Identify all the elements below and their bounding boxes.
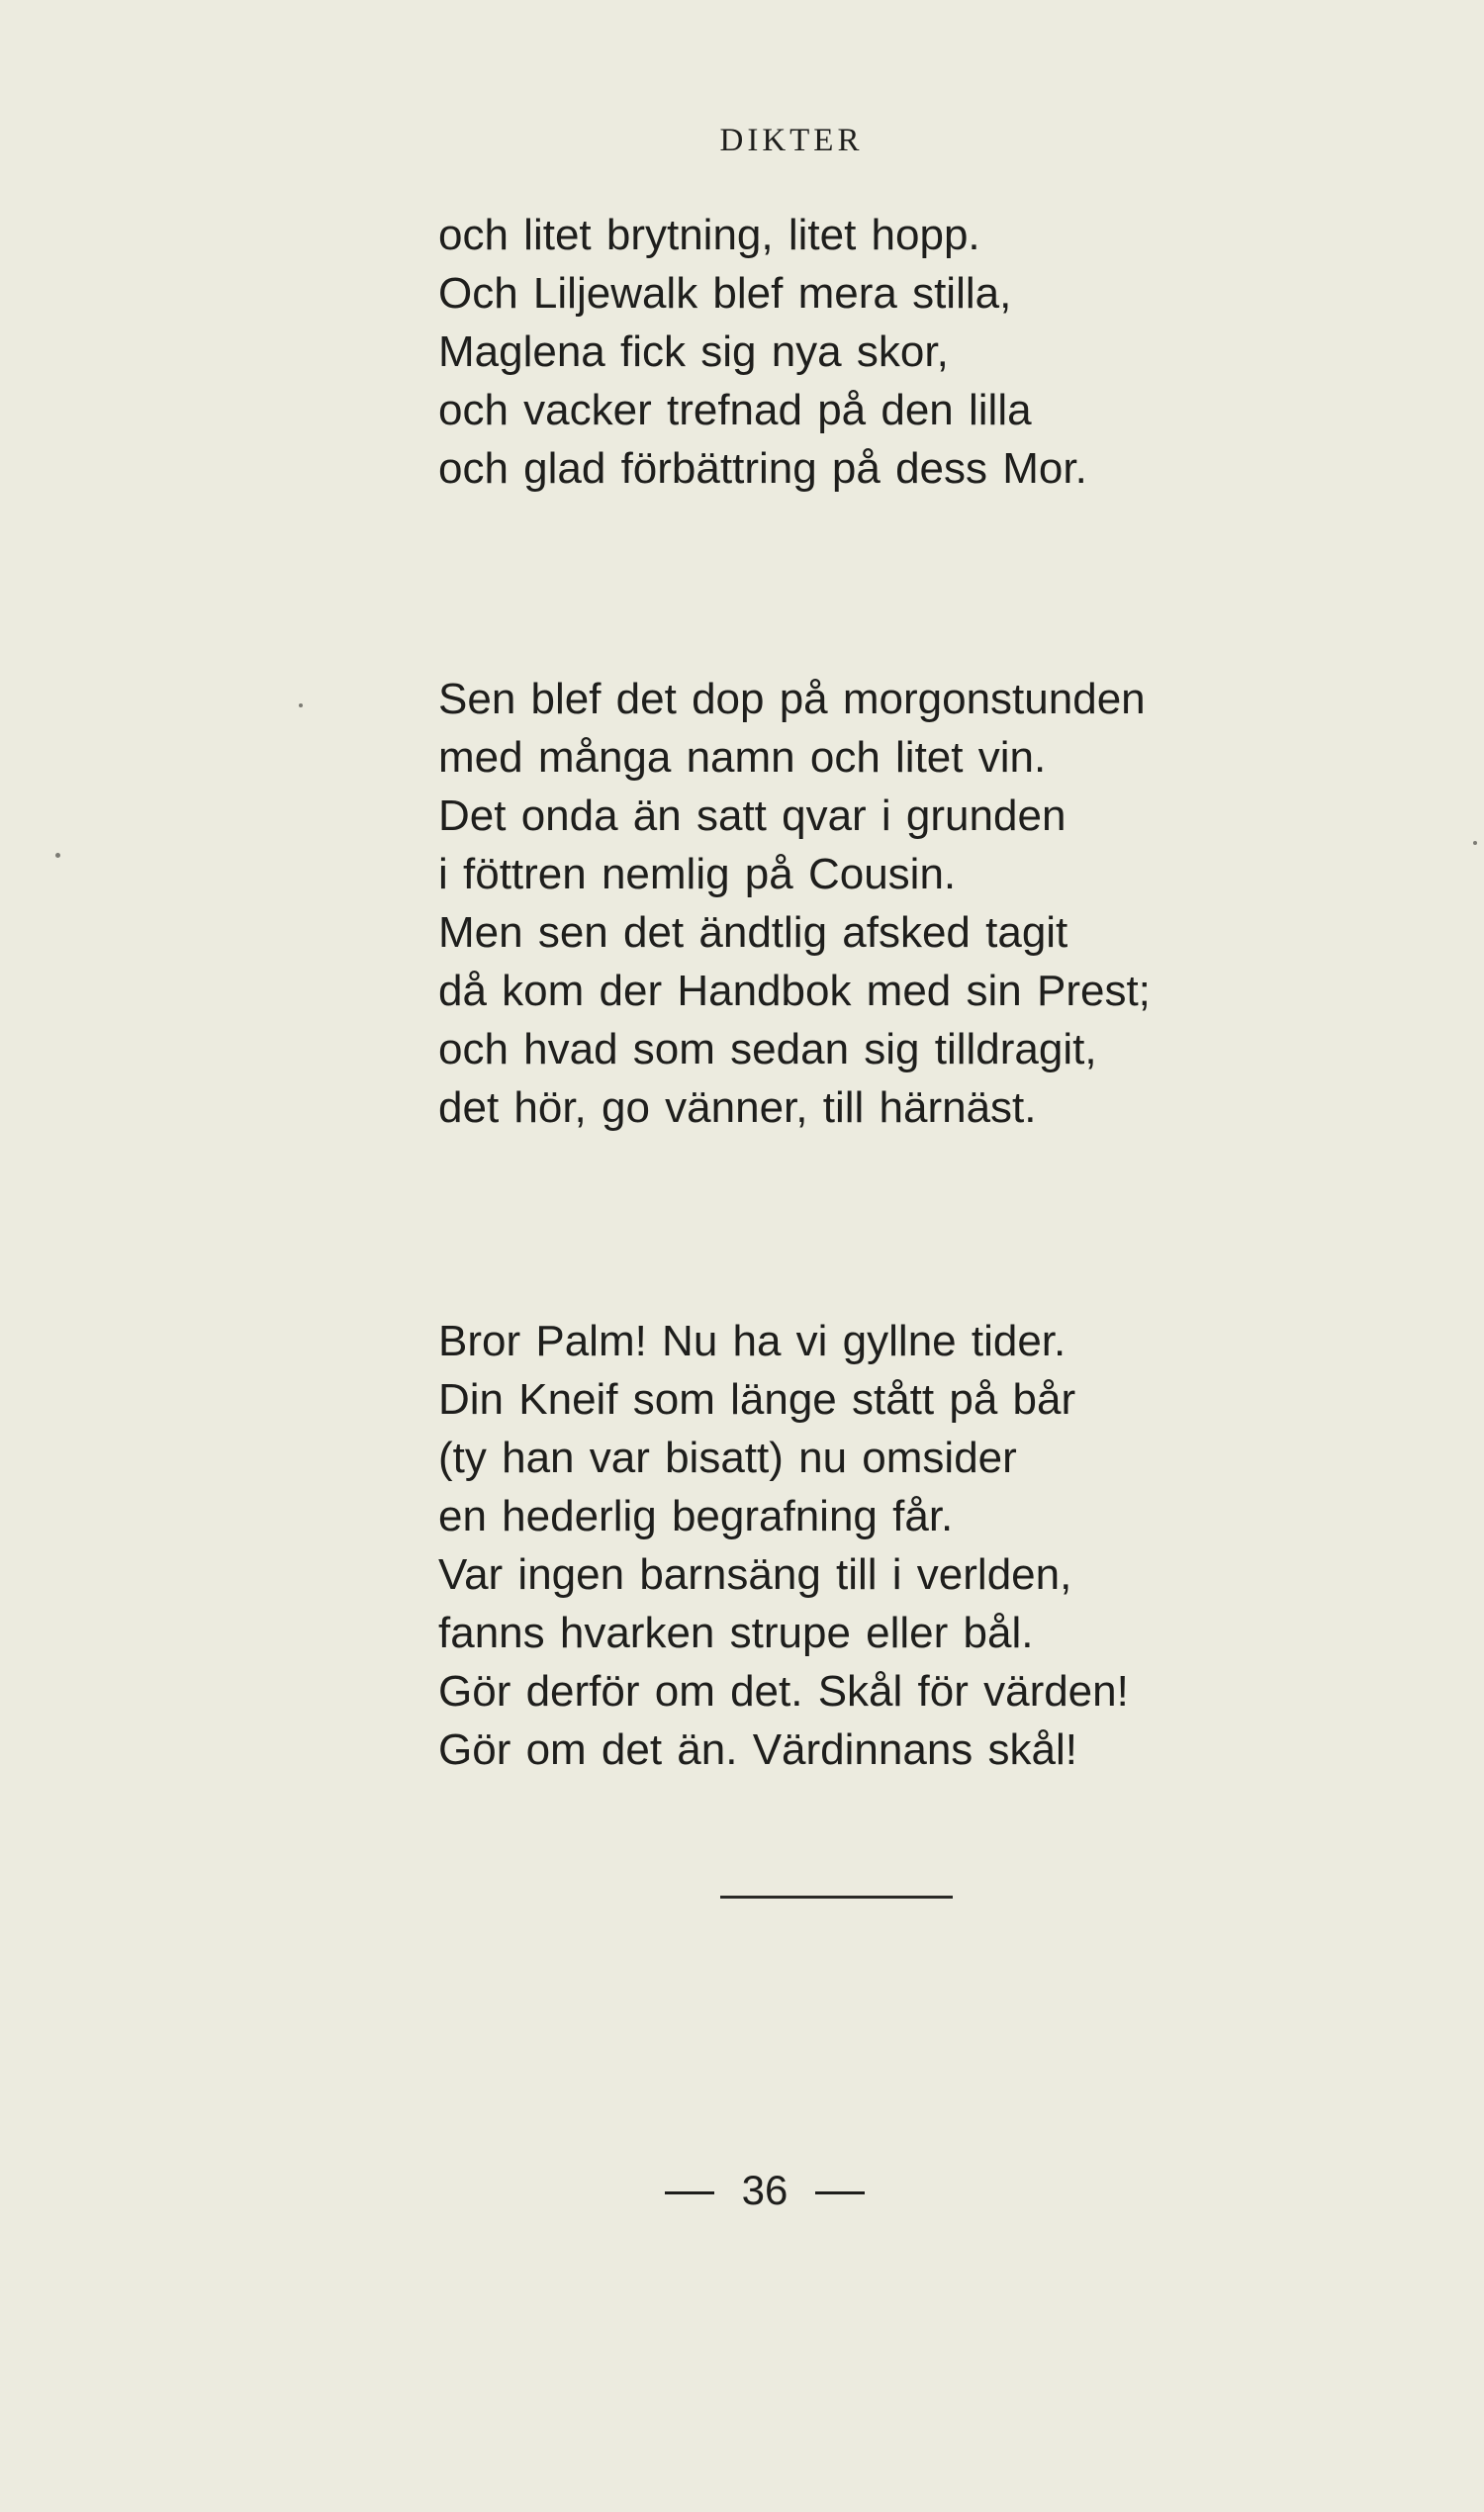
verse-line: och litet brytning, litet hopp. (438, 211, 980, 259)
end-of-poem-rule (720, 1896, 953, 1899)
verse-line: Gör om det än. Värdinnans skål! (438, 1725, 1077, 1774)
paper-speck (1473, 841, 1477, 845)
folio-dash-left (665, 2191, 714, 2194)
verse-line: med många namn och litet vin. (438, 733, 1047, 782)
page-folio (0, 2167, 1484, 2214)
verse-line: Din Kneif som länge stått på bår (438, 1375, 1076, 1424)
verse-line: och vacker trefnad på den lilla (438, 386, 1032, 434)
verse-line: då kom der Handbok med sin Prest; (438, 967, 1151, 1015)
stanza-2 (438, 670, 1151, 1137)
verse-line: en hederlig begrafning får. (438, 1492, 954, 1540)
verse-line: Det onda än satt qvar i grunden (438, 791, 1067, 840)
verse-line: Bror Palm! Nu ha vi gyllne tider. (438, 1317, 1067, 1365)
verse-line: Gör derför om det. Skål för värden! (438, 1667, 1129, 1716)
verse-line: i föttren nemlig på Cousin. (438, 850, 957, 898)
verse-line: och hvad som sedan sig tilldragit, (438, 1025, 1097, 1073)
verse-line: (ty han var bisatt) nu omsider (438, 1434, 1017, 1482)
paper-speck (299, 703, 303, 707)
verse-line: och glad förbättring på dess Mor. (438, 444, 1087, 493)
verse-line: Sen blef det dop på morgonstunden (438, 675, 1146, 723)
stanza-3 (438, 1312, 1129, 1779)
verse-line: Och Liljewalk blef mera stilla, (438, 269, 1012, 318)
verse-line: Var ingen barnsäng till i verlden, (438, 1550, 1072, 1599)
verse-line: Men sen det ändtlig afsked tagit (438, 908, 1068, 957)
verse-line: Maglena fick sig nya skor, (438, 327, 949, 376)
stanza-1 (438, 206, 1087, 498)
paper-speck (55, 853, 60, 858)
verse-line: fanns hvarken strupe eller bål. (438, 1609, 1034, 1657)
running-head: DIKTER (719, 123, 864, 158)
folio-dash-right (815, 2191, 865, 2194)
page-number: 36 (741, 2167, 788, 2213)
verse-line: det hör, go vänner, till härnäst. (438, 1083, 1037, 1132)
